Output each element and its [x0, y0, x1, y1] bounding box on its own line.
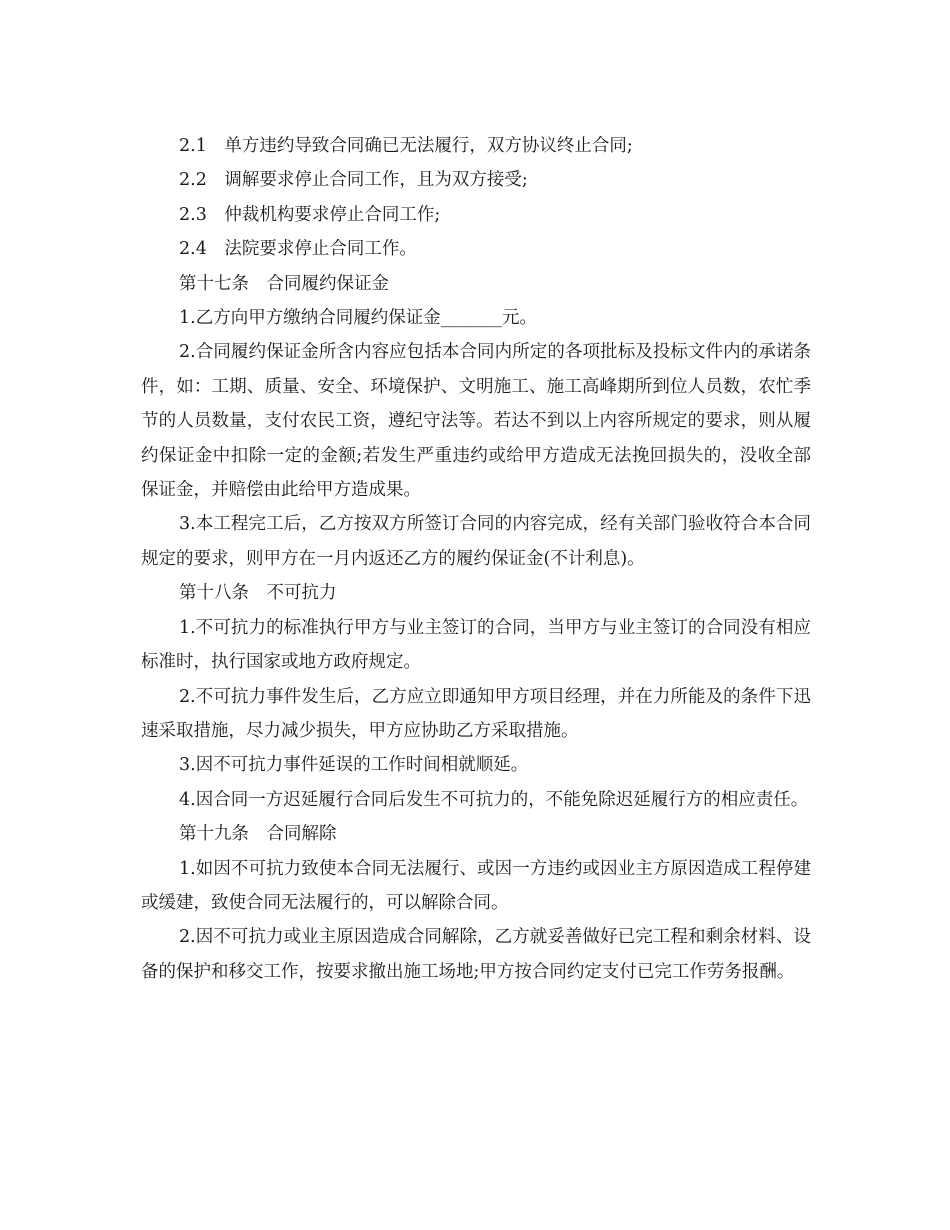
article-18-item-1: 1.不可抗力的标准执行甲方与业主签订的合同，当甲方与业主签订的合同没有相应标准时，执行国家或地方政府规定。: [141, 617, 811, 673]
article-18-item-4: 4.因合同一方迟延履行合同后发生不可抗力的，不能免除迟延履行方的相应责任。: [179, 789, 809, 810]
clause-2-2: 2.2 调解要求停止合同工作，且为双方接受;: [179, 170, 528, 191]
article-17-heading: 第十七条 合同履约保证金: [179, 273, 389, 294]
article-19-heading: 第十九条 合同解除: [179, 824, 337, 845]
clause-2-4: 2.4 法院要求停止合同工作。: [179, 239, 417, 260]
article-18-item-2: 2.不可抗力事件发生后，乙方应立即通知甲方项目经理，并在力所能及的条件下迅速采取措施，尽力减少损失，甲方应协助乙方采取措施。: [141, 686, 811, 741]
clause-2-1: 2.1 单方违约导致合同确已无法履行，双方协议终止合同;: [179, 136, 633, 156]
article-17-item-2: 2.合同履约保证金所含内容应包括本合同内所定的各项批标及投标文件内的承诺条件，如：工期、质量、安全、环境保护、文明施工、施工高峰期所到位人员数，农忙季节的人员数量，支付农民工资，遵纪守法等。若达不到以上内容所规定的要求，则从履约保证金中扣除一定的金额;若发生严重违约或给甲方造成无法挽回损失的，没收全部保证金，并赔偿由此给甲方造成果。: [141, 342, 811, 501]
article-19-item-2: 2.因不可抗力或业主原因造成合同解除，乙方就妥善做好已完工程和剩余材料、设备的保护和移交工作，按要求撤出施工场地;甲方按合同约定支付已完工作劳务报酬。: [141, 927, 811, 982]
document-body: [141, 129, 811, 989]
clause-2-3: 2.3 仲裁机构要求停止合同工作;: [179, 204, 441, 225]
article-17-item-1: 1.乙方向甲方缴纳合同履约保证金_______元。: [179, 308, 537, 329]
article-18-item-3: 3.因不可抗力事件延误的工作时间相就顺延。: [179, 755, 529, 776]
article-19-item-1: 1.如因不可抗力致使本合同无法履行、或因一方违约或因业主方原因造成工程停建或缓建，致使合同无法履行的，可以解除合同。: [141, 858, 811, 913]
article-17-item-3: 3.本工程完工后，乙方按双方所签订合同的内容完成，经有关部门验收符合本合同规定的要求，则甲方在一月内返还乙方的履约保证金(不计利息)。: [141, 514, 811, 569]
article-18-heading: 第十八条 不可抗力: [179, 583, 337, 604]
